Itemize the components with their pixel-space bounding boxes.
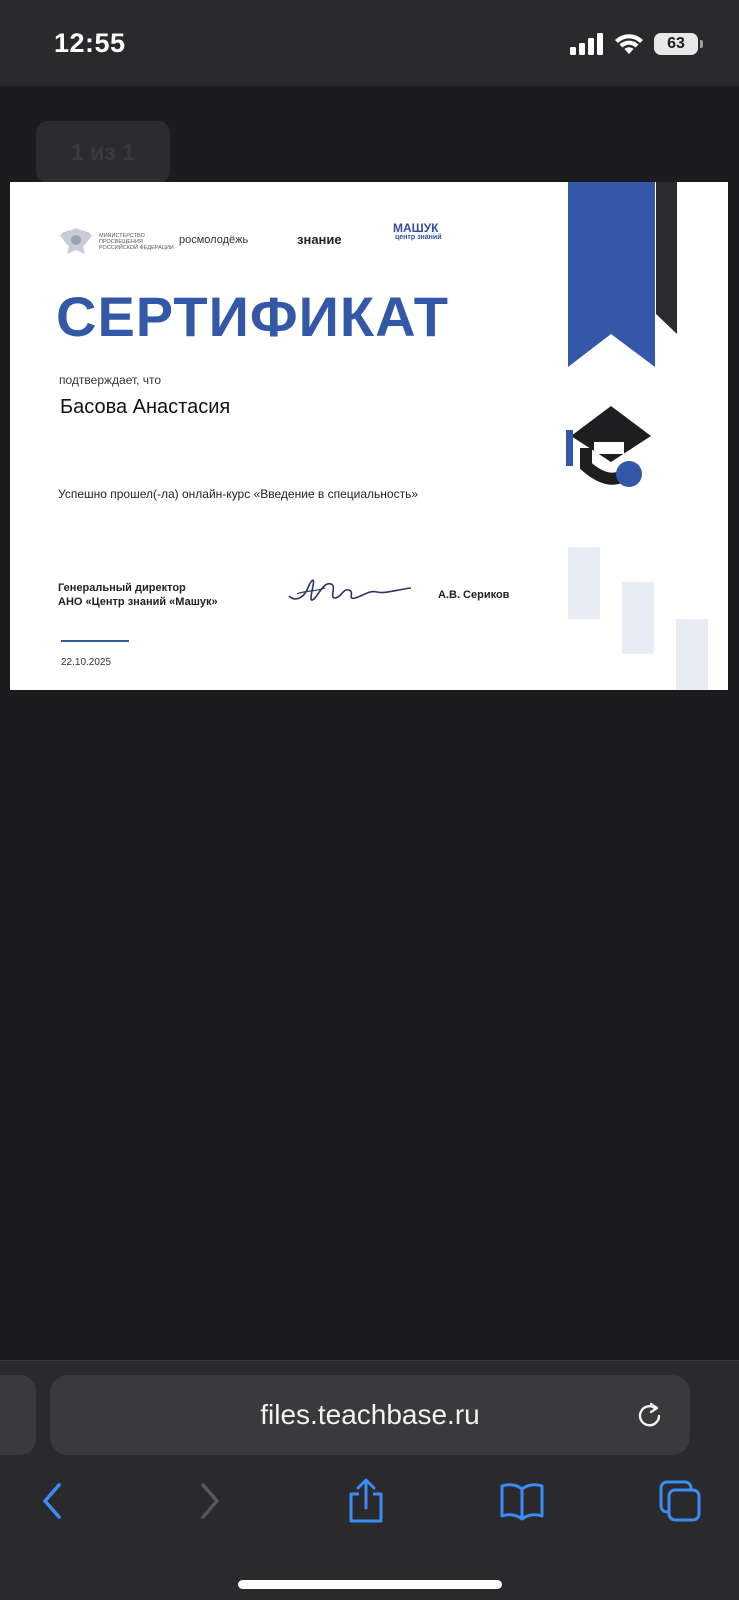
emblem-icon xyxy=(57,226,95,258)
battery-icon xyxy=(654,33,698,55)
certificate xyxy=(10,182,728,690)
status-bar xyxy=(0,0,739,86)
partner-logos xyxy=(57,221,442,258)
signer-name: А.В. Сериков xyxy=(438,589,510,601)
confirms-text: подтверждает, что xyxy=(59,373,162,387)
rosmolodezh-logo: росмолодёжь xyxy=(179,234,249,246)
url-text[interactable]: files.teachbase.ru xyxy=(260,1399,480,1430)
back-icon[interactable] xyxy=(37,1481,67,1521)
browser-bottom-bar xyxy=(0,1360,739,1600)
director-line-2: АНО «Центр знаний «Машук» xyxy=(58,596,218,608)
signal-icon xyxy=(570,33,604,55)
back-button[interactable] xyxy=(22,1471,82,1531)
tabs-button[interactable] xyxy=(650,1471,710,1531)
mashuk-logo-subtitle: центр знаний xyxy=(395,234,442,241)
bookmarks-button[interactable] xyxy=(492,1471,552,1531)
director-title xyxy=(58,581,218,609)
director-line-1: Генеральный директор xyxy=(58,582,186,594)
recipient-name: Басова Анастасия xyxy=(60,396,231,418)
previous-tab-preview[interactable] xyxy=(0,1375,36,1455)
mashuk-logo xyxy=(393,222,453,242)
certificate-title: СЕРТИФИКАТ xyxy=(56,285,449,348)
ministry-logo xyxy=(57,226,183,258)
battery-level: 63 xyxy=(667,35,685,52)
reload-icon[interactable] xyxy=(634,1399,666,1431)
home-indicator xyxy=(238,1580,502,1589)
bookmarks-icon[interactable] xyxy=(499,1481,545,1521)
date-line xyxy=(61,640,129,642)
wifi-icon xyxy=(614,33,644,55)
mashuk-logo-title: МАШУК xyxy=(393,221,439,235)
course-text: Успешно прошел(-ла) онлайн-курс «Введение в специальность» xyxy=(58,487,419,501)
status-icons xyxy=(570,30,703,58)
ministry-logo-text: МИНИСТЕРСТВО ПРОСВЕЩЕНИЯ РОССИЙСКОЙ ФЕДЕРАЦИИ xyxy=(99,233,174,251)
forward-icon[interactable] xyxy=(195,1481,225,1521)
status-time: 12:55 xyxy=(54,28,126,58)
share-button[interactable] xyxy=(336,1471,396,1531)
page-indicator xyxy=(36,121,170,183)
signature-image xyxy=(285,568,415,618)
address-bar[interactable] xyxy=(50,1375,690,1455)
battery-nub xyxy=(700,40,703,48)
znanie-logo: знание xyxy=(297,232,342,247)
issue-date: 22.10.2025 xyxy=(61,657,112,668)
share-icon[interactable] xyxy=(346,1478,386,1524)
browser-toolbar xyxy=(0,1471,739,1541)
tabs-icon[interactable] xyxy=(658,1479,702,1523)
forward-button[interactable] xyxy=(180,1471,240,1531)
graduation-cap-icon xyxy=(566,404,656,490)
page-indicator-text: 1 из 1 xyxy=(71,138,135,165)
